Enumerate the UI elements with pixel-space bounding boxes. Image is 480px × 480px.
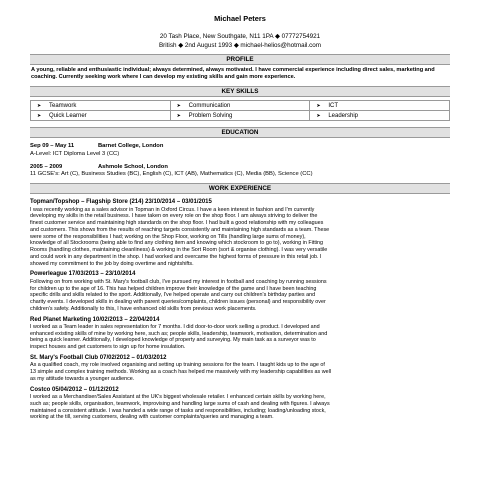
education-school: Ashmole School, London [98, 163, 168, 170]
job-description-line: Rooms (handling clothes, maintaining cleanliness) & working in the Sort Room (sort & organise clothing). I was very versatile [30, 247, 328, 254]
job-title: Costco 05/04/2012 – 01/12/2012 [30, 386, 119, 393]
skill-cell: ➤ Quick Learner [31, 111, 171, 121]
job-entry [30, 355, 450, 383]
job-entry [30, 199, 450, 267]
arrow-bullet-icon: ➤ [176, 112, 181, 119]
education-dates: Sep 09 – May 11 [30, 143, 75, 150]
profile-heading: PROFILE [30, 54, 450, 65]
work-experience-list [30, 199, 450, 421]
education-school: Barnet College, London [98, 143, 164, 150]
job-entry [30, 317, 450, 351]
job-description-line: children's safety. Additionally to this, I have enhanced old skills from previous work placements. [30, 305, 257, 312]
job-description-line: specific drills and skills related to the sport. Additionally, I've helped operate and carry out children's birthday parties and [30, 292, 316, 299]
job-title: Red Planet Marketing 10/02/2013 – 22/04/2014 [30, 316, 160, 323]
job-description-line: charity events. I developed skills in dealing with parent queries/complaints, children issues (personal) and responsibility over [30, 299, 326, 306]
contact-details-line: British ◆ 2nd August 1993 ◆ michael-helios@hotmail.com [158, 42, 322, 49]
skills-row [31, 101, 450, 111]
skill-cell: ➤ ICT [310, 101, 450, 111]
job-description-line: I worked as a Team leader in sales representation for 7 months. I did door-to-door work selling a product. I developed and [30, 323, 320, 330]
skill-cell: ➤ Leadership [310, 111, 450, 121]
education-entry [30, 143, 450, 157]
job-description-line: for children up to the age of 16. This has helped children improve their knowledge of the game and I have been teaching [30, 285, 317, 292]
job-description-line: were some of the responsibilities I had; working on the Shop Floor, working on Tills (handling large sums of money), [30, 233, 306, 240]
job-description-line: such as; people skills, organisation, teamwork, improvising and handling large sums of cash and dealing with figures. I always [30, 400, 330, 407]
job-title: St. Mary's Football Club 07/02/2012 – 01/03/2012 [30, 354, 167, 361]
skill-cell: ➤ Problem Solving [170, 111, 310, 121]
job-description-line: and could work in any department in the shop. I had worked and overcame the highest forms of pressure in this retail job. I [30, 253, 322, 260]
skills-row [31, 111, 450, 121]
job-entry [30, 271, 450, 312]
arrow-bullet-icon: ➤ [37, 102, 42, 109]
job-description-line: and customers. This shows from the results of reaching targets consistently and maintaining high standards as a team. These [30, 226, 330, 233]
arrow-bullet-icon: ➤ [37, 112, 42, 119]
job-description-line: maintained a consistent attitude. I was handed a wide range of tasks and responsibilities, including; loading/unloading stock, [30, 407, 326, 414]
profile-text: A young, reliable and enthusiastic individual; always determined, always motivated. I have commercial experience including direct sales, marketing and coaching. Currently seeking work where I can develop my existing skills and gain more experience. [31, 67, 435, 81]
job-description-line: 13 simple and complex training methods. Working as a coach has helped me massively with my leadership capabilities as well [30, 369, 332, 376]
job-entry [30, 387, 450, 421]
job-description-line: being a quick learner. Additionally, I developed knowledge of property and surveying. My main task as a surveyor was to [30, 337, 316, 344]
skill-cell: ➤ Teamwork [31, 101, 171, 111]
job-description-line: I was recently working as a sales advisor in Topman in Oxford Circus. I have a keen interest in fashion and I'm currently [30, 206, 315, 213]
job-description-line: inspect houses and get customers to sign up for home insulation. [30, 344, 186, 351]
contact-address-line: 20 Tash Place, New Southgate, N11 1PA ◆ 07772754921 [159, 33, 321, 40]
arrow-bullet-icon: ➤ [316, 102, 321, 109]
job-title: Topman/Topshop – Flagship Store (214) 23/10/2014 – 03/01/2015 [30, 199, 212, 206]
job-description-line: As a qualified coach, my role involved organising and setting up training sessions for the team. I taught kids up to the age of [30, 362, 325, 369]
skills-table [30, 100, 450, 121]
arrow-bullet-icon: ➤ [176, 102, 181, 109]
education-entry [30, 164, 450, 178]
job-title: Powerleague 17/03/2013 – 23/10/2014 [30, 271, 136, 278]
work-experience-heading: WORK EXPERIENCE [30, 183, 450, 194]
job-description-line: as my attitude towards a younger audience. [30, 375, 135, 382]
key-skills-heading: KEY SKILLS [30, 86, 450, 97]
job-description-line: I worked as a Merchandiser/Sales Assistant at the UK's biggest wholesale retailer. I enhanced certain skills by working here, [30, 394, 326, 400]
job-description-line: Following on from working with St. Mary's football club, I've pursued my interest in football and coaching by running sessions [30, 278, 327, 285]
skill-cell: ➤ Communication [170, 101, 310, 111]
education-detail: 11 GCSE’s: Art (C), Business Studies (BC), English (C), ICT (AB), Mathematics (C), Media (BB), Science (CC) [30, 171, 313, 178]
job-description-line: showed my commitment to the job by doing overtime and nightshifts. [30, 260, 194, 267]
job-description-line: finest customer service and maintaining high standards on the shop floor. I had built a good relationship with my colleagues [30, 220, 324, 227]
education-heading: EDUCATION [30, 127, 450, 138]
job-description-line: enhanced existing skills of mine by working here, such as; people skills, leadership, teamwork, motivation, determination and [30, 330, 328, 337]
job-description-line: developing my skills in the retail business. I have taken on every role on the shop floor. I am always striving to deliver the [30, 213, 318, 220]
job-description-line: knowledge of all Stockrooms (being able to find any clothing item and knowing which stockroom to go to), working in Fitting [30, 240, 324, 247]
arrow-bullet-icon: ➤ [316, 112, 321, 119]
job-description-line: working at the till, serving customers, dealing with customer complaints/queries and managing a team. [30, 414, 274, 421]
cv-page [30, 14, 450, 421]
candidate-name: Michael Peters [214, 14, 266, 23]
education-dates: 2005 – 2009 [30, 163, 63, 170]
education-detail: A-Level: ICT Diploma Level 3 (CC) [30, 150, 120, 157]
